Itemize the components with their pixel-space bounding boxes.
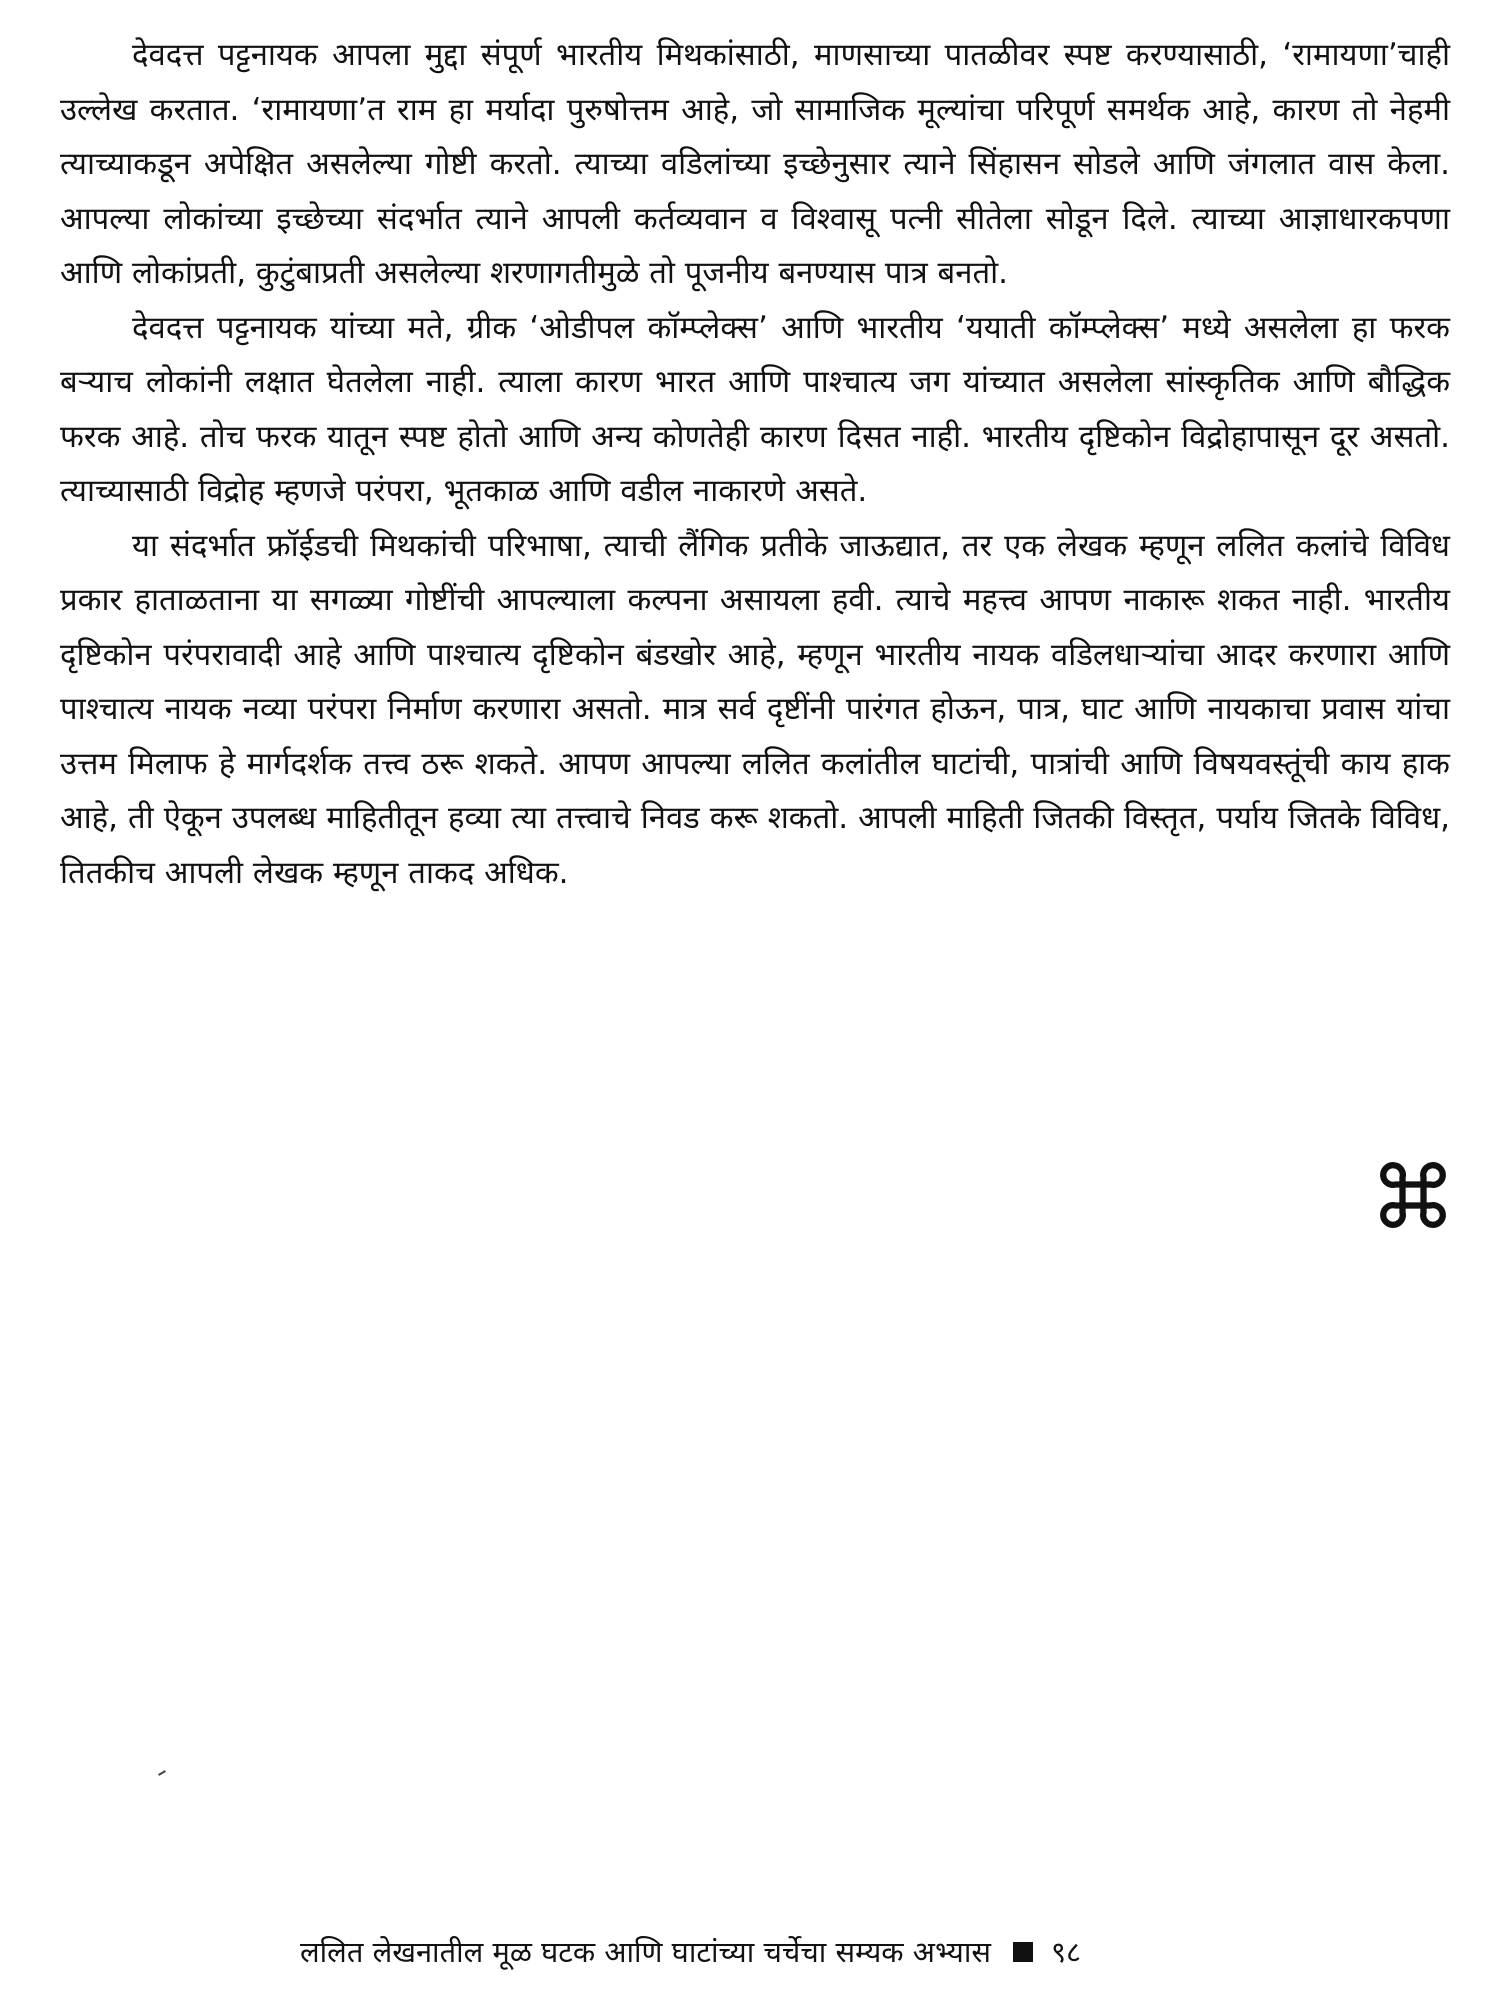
section-end-ornament xyxy=(1368,1150,1458,1240)
command-knot-icon xyxy=(1378,1160,1448,1230)
page-number: ९८ xyxy=(1050,1935,1082,1969)
running-title: ललित लेखनातील मूळ घटक आणि घाटांच्या चर्चेचा सम्यक अभ्यास xyxy=(300,1935,991,1969)
page-footer xyxy=(300,1930,1450,1974)
paragraph-2: देवदत्त पट्टनायक यांच्या मते, ग्रीक ‘ओडीपल कॉम्प्लेक्स’ आणि भारतीय ‘ययाती कॉम्प्लेक्स’ मध्ये असलेला हा फरक बऱ्याच लोकांनी लक्षात घेतलेला नाही. त्याला कारण भारत आणि पाश्चात्य जग यांच्यात असलेला सांस्कृतिक आणि बौद्धिक फरक आहे. तोच फरक यातून स्पष्ट होतो आणि अन्य कोणतेही कारण दिसत नाही. भारतीय दृष्टिकोन विद्रोहापासून दूर असतो. त्याच्यासाठी विद्रोह म्हणजे परंपरा, भूतकाळ आणि वडील नाकारणे असते. xyxy=(60,309,1450,509)
footer-square-separator xyxy=(1013,1942,1033,1962)
paragraph-1: देवदत्त पट्टनायक आपला मुद्दा संपूर्ण भारतीय मिथकांसाठी, माणसाच्या पातळीवर स्पष्ट करण्यासाठी, ‘रामायणा’चाही उल्लेख करतात. ‘रामायणा’त राम हा मर्यादा पुरुषोत्तम आहे, जो सामाजिक मूल्यांचा परिपूर्ण समर्थक आहे, कारण तो नेहमी त्याच्याकडून अपेक्षित असलेल्या गोष्टी करतो. त्याच्या वडिलांच्या इच्छेनुसार त्याने सिंहासन सोडले आणि जंगलात वास केला. आपल्या लोकांच्या इच्छेच्या संदर्भात त्याने आपली कर्तव्यवान व विश्वासू पत्नी सीतेला सोडून दिले. त्याच्या आज्ञाधारकपणा आणि लोकांप्रती, कुटुंबाप्रती असलेल्या शरणागतीमुळे तो पूजनीय बनण्यास पात्र बनतो. xyxy=(60,37,1450,291)
body-text xyxy=(60,28,1450,900)
paragraph-3: या संदर्भात फ्रॉईडची मिथकांची परिभाषा, त्याची लैंगिक प्रतीके जाऊद्यात, तर एक लेखक म्हणून ललित कलांचे विविध प्रकार हाताळताना या सगळ्या गोष्टींची आपल्याला कल्पना असायला हवी. त्याचे महत्त्व आपण नाकारू शकत नाही. भारतीय दृष्टिकोन परंपरावादी आहे आणि पाश्चात्य दृष्टिकोन बंडखोर आहे, म्हणून भारतीय नायक वडिलधाऱ्यांचा आदर करणारा आणि पाश्चात्य नायक नव्या परंपरा निर्माण करणारा असतो. मात्र सर्व दृष्टींनी पारंगत होऊन, पात्र, घाट आणि नायकाचा प्रवास यांचा उत्तम मिलाफ हे मार्गदर्शक तत्त्व ठरू शकते. आपण आपल्या ललित कलांतील घाटांची, पात्रांची आणि विषयवस्तूंची काय हाक आहे, ती ऐकून उपलब्ध माहितीतून हव्या त्या तत्त्वाचे निवड करू शकतो. आपली माहिती जितकी विस्तृत, पर्याय जितके विविध, तितकीच आपली लेखक म्हणून ताकद अधिक. xyxy=(60,527,1450,891)
scan-speck xyxy=(158,1770,166,1776)
